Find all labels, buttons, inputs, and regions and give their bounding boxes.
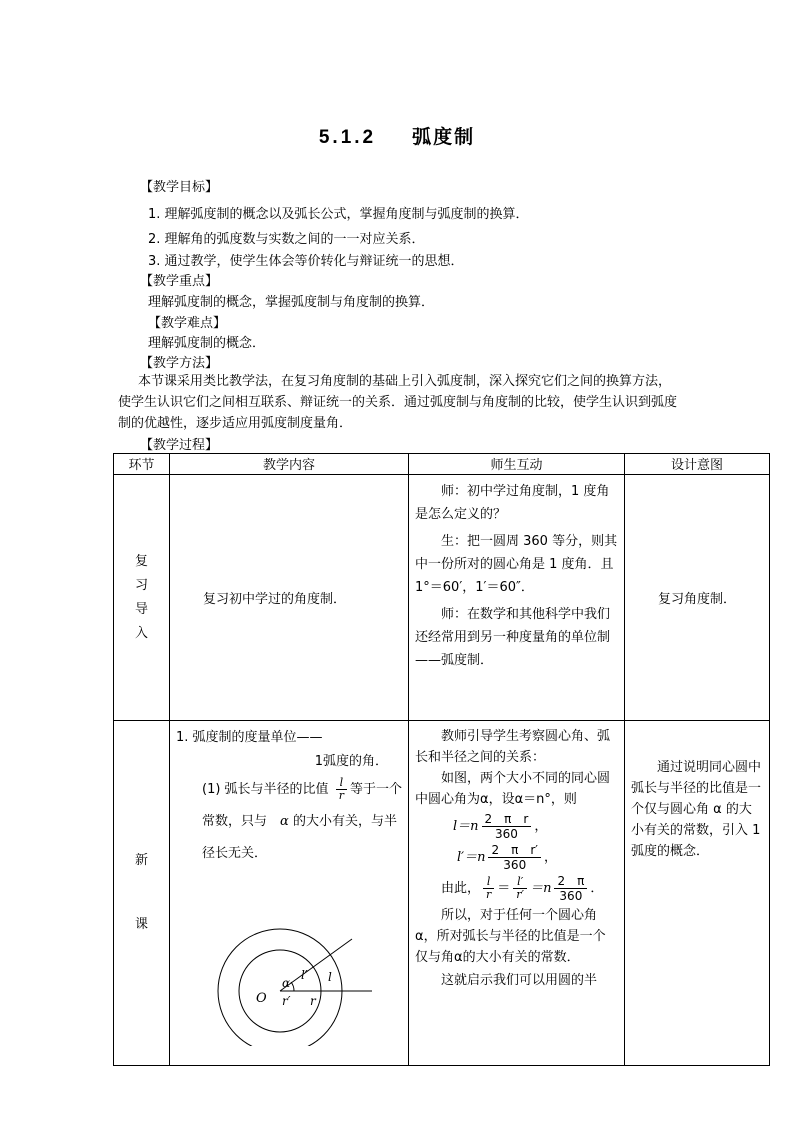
difficulties-heading: 【教学难点】 bbox=[148, 316, 227, 331]
objective-2: 2. 理解角的弧度数与实数之间的一一对应关系． bbox=[148, 232, 425, 247]
label-l-prime: l′ bbox=[301, 968, 308, 982]
table-row-review bbox=[114, 475, 770, 721]
interaction-new-lesson: 教师引导学生考察圆心角、弧长和半径之间的关系： 如图，两个大小不同的同心圆中圆心角为α，设α＝n°，则 l＝n $\frac{\text{2 π r}}{360}$ ， l′＝n $\frac{\text{2 π r′}}{360}$ ， 由此， $\frac{l}{r}$ ＝ $\frac{l'}{r'}$ ＝n $\frac{2 \pi}{360}$ ． 所以，对于任何一个圆心角α，所对弧长与半径的比值是一个仅与角α的大小有关的常数． 这就启示我们可以用圆的半 bbox=[409, 721, 625, 1066]
label-alpha: α bbox=[282, 976, 291, 990]
item1-heading: 1. 弧度制的度量单位—— bbox=[176, 730, 323, 745]
label-r-prime: r′ bbox=[282, 994, 291, 1008]
key-points-text: 理解弧度制的概念，掌握弧度制与角度制的换算． bbox=[148, 295, 435, 310]
content-review: 复习初中学过的角度制． bbox=[170, 475, 409, 721]
objectives-heading: 【教学目标】 bbox=[140, 180, 219, 195]
interaction-review: 师：初中学过角度制，1 度角是怎么定义的？ 生：把一圆周 360 等分，则其中一份所对的圆心角是 1 度角．且 1°＝60′，1′＝60″． 师：在数学和其他科学中我们还经常用到另一种度量角的单位制——弧度制． bbox=[409, 475, 625, 721]
objective-3: 3. 通过教学，使学生体会等价转化与辩证统一的思想． bbox=[148, 254, 464, 269]
page-title bbox=[0, 122, 794, 149]
intent-review: 复习角度制． bbox=[625, 475, 770, 721]
header-intent: 设计意图 bbox=[625, 454, 770, 475]
teaching-process-table bbox=[113, 453, 770, 1066]
methods-heading: 【教学方法】 bbox=[140, 356, 219, 371]
formula-arc-length: l＝n $\frac{\text{2 π r}}{360}$ ， bbox=[453, 812, 548, 841]
header-interaction: 师生互动 bbox=[409, 454, 625, 475]
label-O: O bbox=[256, 991, 267, 1006]
stage-new-lesson: 新 课 bbox=[114, 721, 170, 1066]
objective-1: 1. 理解弧度制的概念以及弧长公式，掌握角度制与弧度制的换算． bbox=[148, 207, 529, 222]
formula-ratio: 由此， $\frac{l}{r}$ ＝ $\frac{l'}{r'}$ ＝n $\frac{2 \pi}{360}$ ． bbox=[441, 874, 604, 903]
section-number: 5.1.2 bbox=[318, 127, 377, 148]
label-r: r bbox=[310, 994, 316, 1008]
content-new-lesson bbox=[170, 721, 409, 1066]
intent-new-lesson: 通过说明同心圆中弧长与半径的比值是一个仅与圆心角 α 的大小有关的常数，引入 1 弧度的概念． bbox=[625, 721, 770, 1066]
outer-circle bbox=[218, 929, 342, 1046]
concentric-circles-diagram bbox=[210, 921, 385, 1046]
header-stage: 环节 bbox=[114, 454, 170, 475]
difficulties-text: 理解弧度制的概念． bbox=[148, 336, 266, 351]
table-header-row bbox=[114, 454, 770, 475]
section-name: 弧度制 bbox=[412, 126, 476, 148]
header-content: 教学内容 bbox=[170, 454, 409, 475]
angle-arc bbox=[291, 982, 294, 991]
label-l: l bbox=[328, 970, 332, 984]
stage-review: 复 习 导 入 bbox=[114, 475, 170, 721]
process-heading: 【教学过程】 bbox=[140, 438, 219, 453]
formula-arc-length-prime: l′＝n $\frac{\text{2 π r′}}{360}$ ， bbox=[457, 843, 558, 872]
item1-heading-cont: 1弧度的角． bbox=[314, 754, 388, 769]
methods-text: 本节课采用类比教学法，在复习角度制的基础上引入弧度制，深入探究它们之间的换算方法，使学生认识它们之间相互联系、辩证统一的关系．通过弧度制与角度制的比较，使学生认识到弧度制的优越性，逐步适应用弧度制度量角． bbox=[118, 374, 678, 431]
table-row-new-lesson bbox=[114, 721, 770, 1066]
key-points-heading: 【教学重点】 bbox=[140, 274, 219, 289]
ratio-statement: (1) 弧长与半径的比值 $\frac{l}{r}$ 等于一个常数，只与 α 的大小有关，与半径长无关． bbox=[202, 776, 402, 861]
